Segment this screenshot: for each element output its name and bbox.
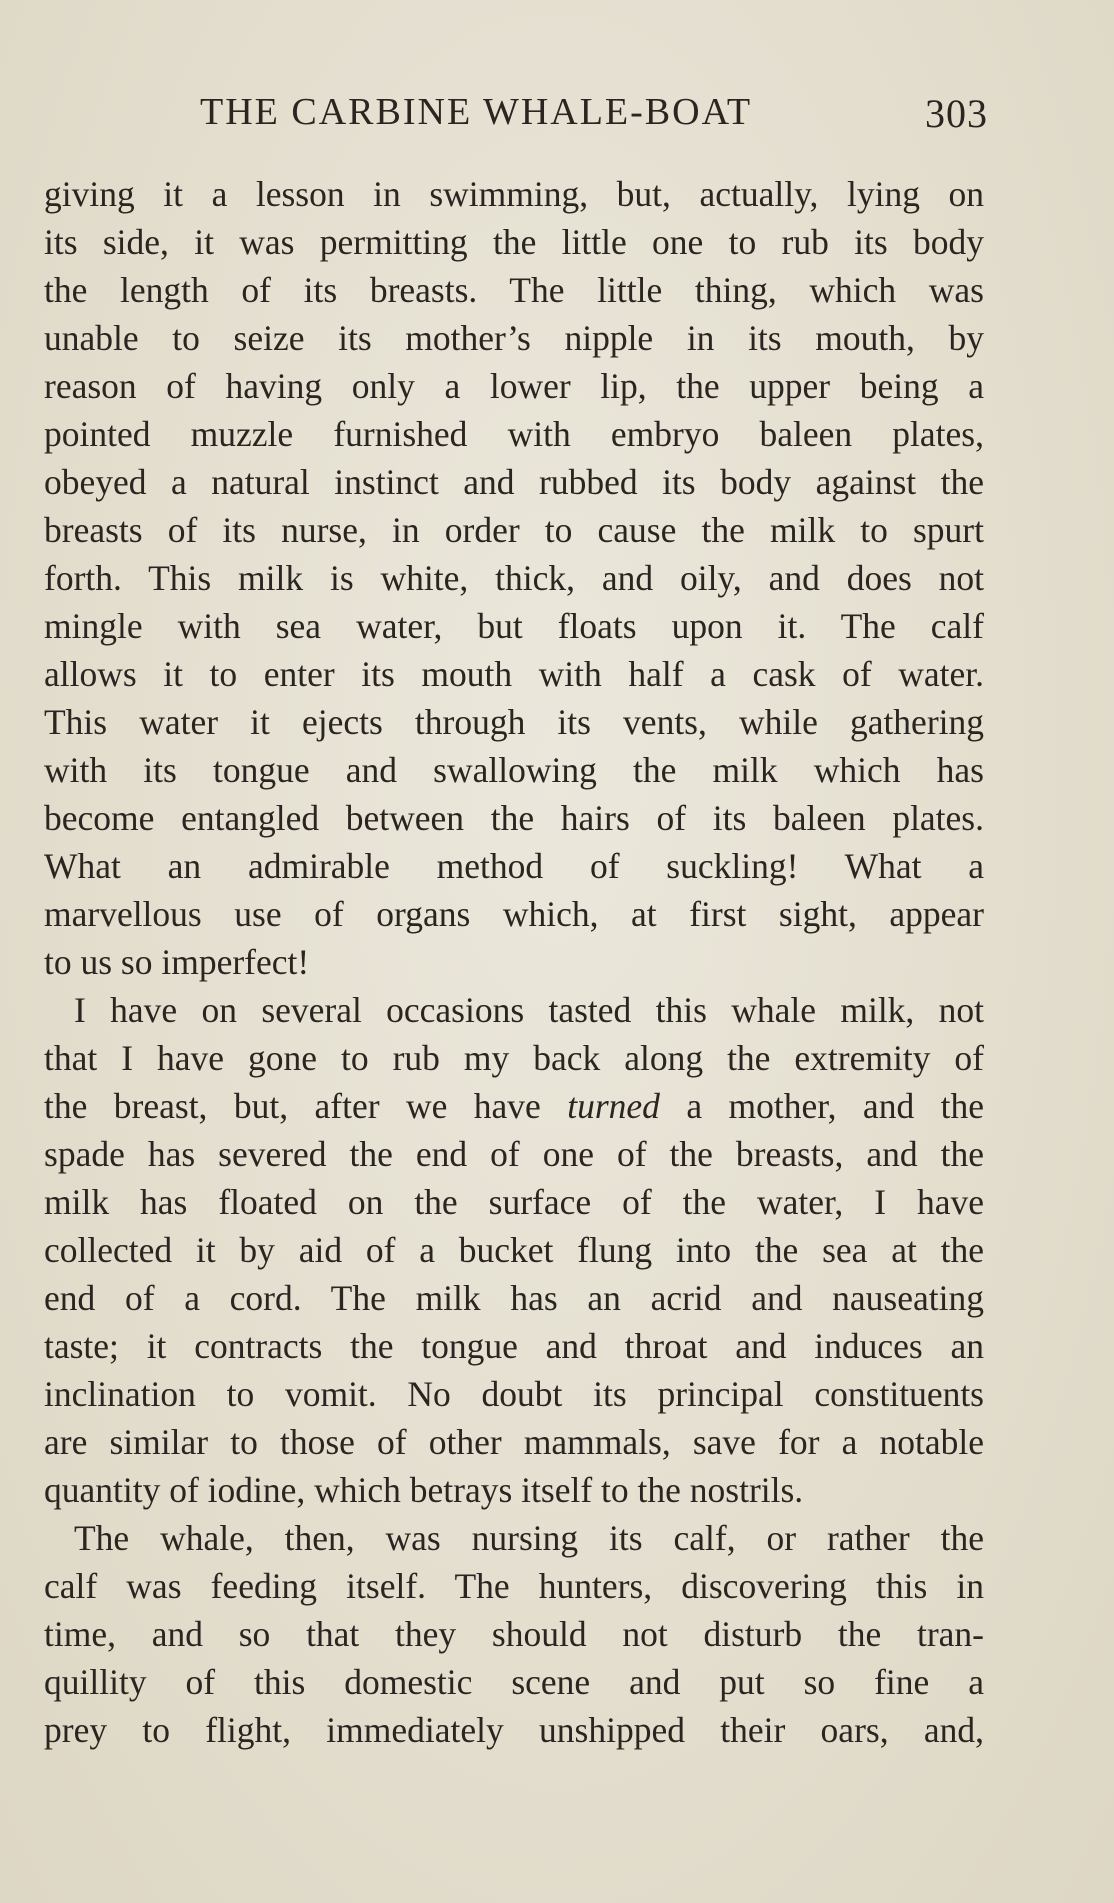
text-line: spade has severed the end of one of the breasts, and the [44, 1134, 984, 1174]
running-title: THE CARBINE WHALE-BOAT [200, 91, 753, 133]
text-line: its side, it was permitting the little one to rub its body [44, 222, 984, 262]
text-line: giving it a lesson in swimming, but, actually, lying on [44, 174, 984, 214]
text-line: prey to flight, immediately unshipped their oars, and, [44, 1710, 984, 1750]
text-line: calf was feeding itself. The hunters, discovering this in [44, 1566, 984, 1606]
text-line: allows it to enter its mouth with half a cask of water. [44, 654, 984, 694]
text-line: marvellous use of organs which, at first sight, appear [44, 894, 984, 934]
text-line: reason of having only a lower lip, the upper being a [44, 366, 984, 406]
text-line: collected it by aid of a bucket flung into the sea at the [44, 1230, 984, 1270]
text-line: forth. This milk is white, thick, and oily, and does not [44, 558, 984, 598]
text-line: are similar to those of other mammals, save for a notable [44, 1422, 984, 1462]
text-line: with its tongue and swallowing the milk which has [44, 750, 984, 790]
text-line: taste; it contracts the tongue and throat and induces an [44, 1326, 984, 1366]
text-line: The whale, then, was nursing its calf, or rather the [74, 1518, 984, 1558]
text-line: This water it ejects through its vents, while gathering [44, 702, 984, 742]
text-line: obeyed a natural instinct and rubbed its body against the [44, 462, 984, 502]
text-line [44, 1082, 984, 1130]
body-text [44, 170, 984, 1754]
text-line: end of a cord. The milk has an acrid and nauseating [44, 1278, 984, 1318]
text-line: become entangled between the hairs of its baleen plates. [44, 798, 984, 838]
text-line: to us so imperfect! [44, 942, 310, 982]
text-line: quantity of iodine, which betrays itself to the nostrils. [44, 1470, 804, 1510]
text-line: What an admirable method of suckling! What a [44, 846, 984, 886]
text-line: that I have gone to rub my back along the extremity of [44, 1038, 984, 1078]
text-line: quillity of this domestic scene and put so fine a [44, 1662, 984, 1702]
running-head [200, 90, 1020, 150]
text-line: mingle with sea water, but floats upon it. The calf [44, 606, 984, 646]
text-segment: a mother, and the [659, 1086, 984, 1126]
text-segment: the breast, but, after we have [44, 1086, 568, 1126]
text-line: inclination to vomit. No doubt its principal constituents [44, 1374, 984, 1414]
text-line: I have on several occasions tasted this whale milk, not [74, 990, 984, 1030]
text-line: pointed muzzle furnished with embryo baleen plates, [44, 414, 984, 454]
text-line: milk has floated on the surface of the water, I have [44, 1182, 984, 1222]
italic-word: turned [567, 1086, 660, 1126]
text-line: breasts of its nurse, in order to cause the milk to spurt [44, 510, 984, 550]
text-line: time, and so that they should not disturb the tran- [44, 1614, 984, 1654]
text-line: the length of its breasts. The little thing, which was [44, 270, 984, 310]
text-line: unable to seize its mother’s nipple in its mouth, by [44, 318, 984, 358]
page-number: 303 [925, 91, 988, 136]
